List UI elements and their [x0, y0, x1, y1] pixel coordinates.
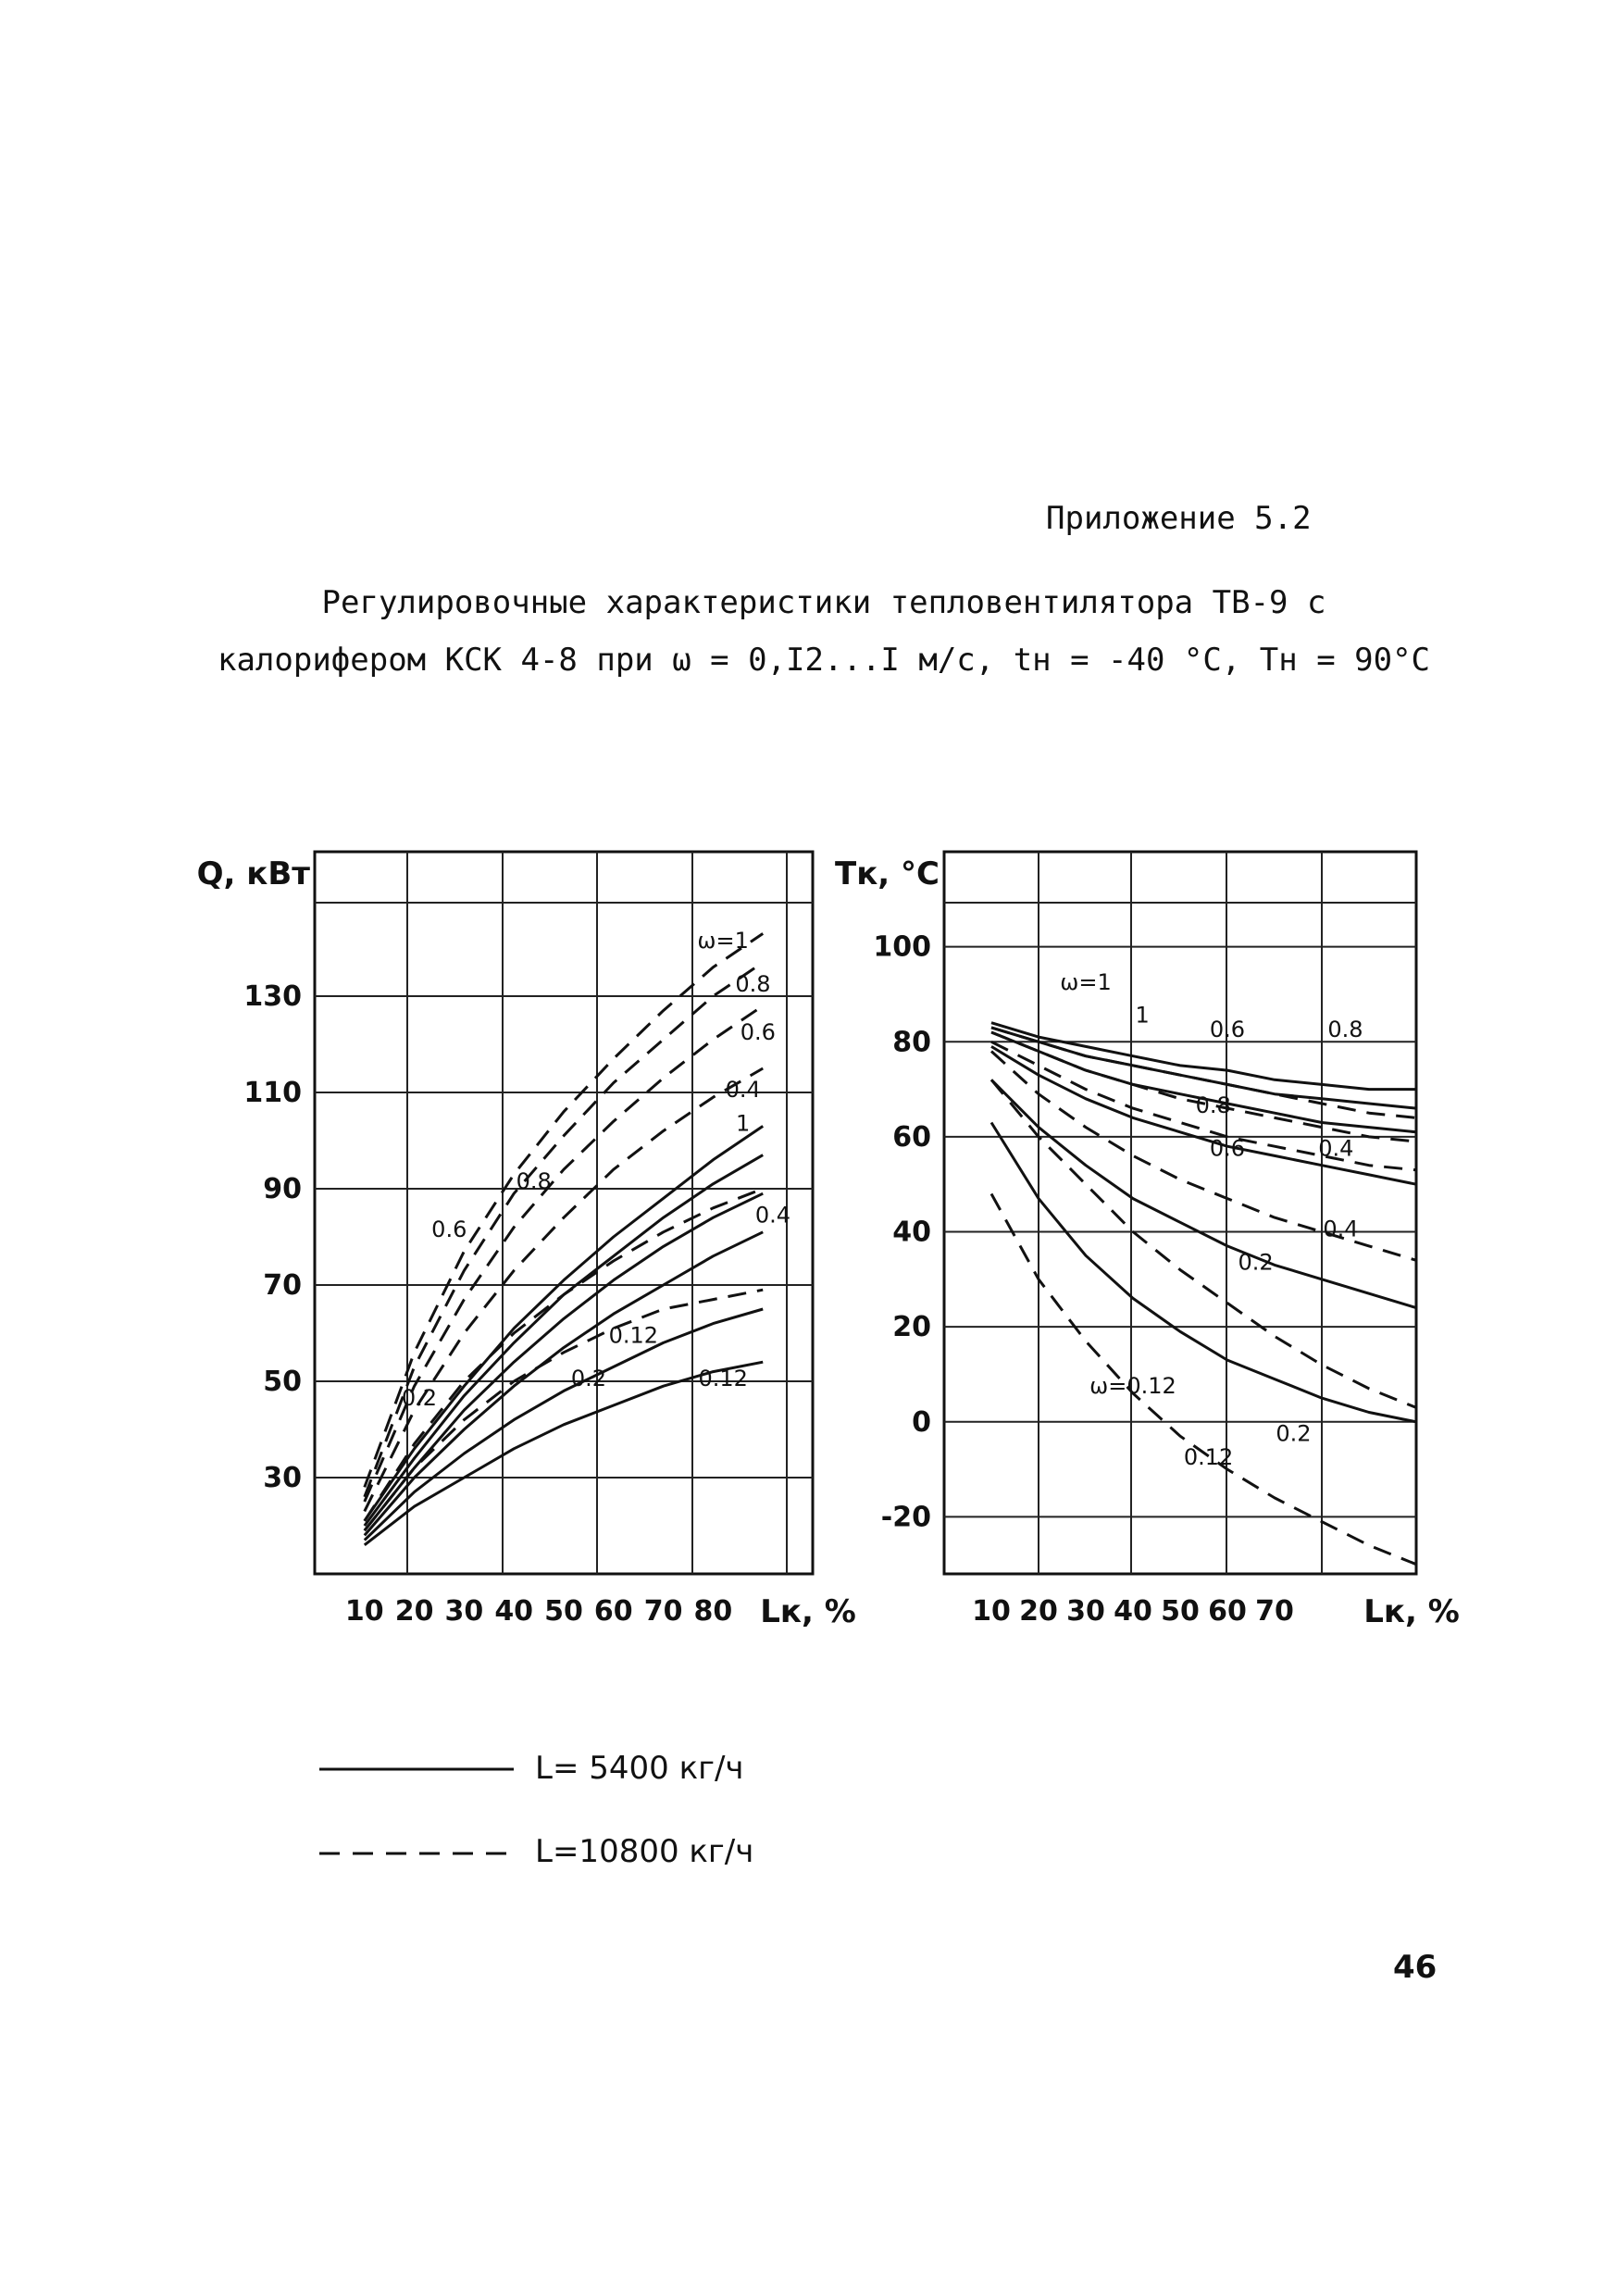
temp-series-solid-0_12 [991, 1123, 1416, 1422]
temp-curve-label: 0.6 [1209, 1017, 1246, 1043]
title-line-2: калорифером КСК 4-8 при ω = 0,I2...I м/с, tн = -40 °C, Tн = 90°C [217, 642, 1431, 679]
temp-curve-label: 0.2 [1238, 1249, 1274, 1276]
heat-ytick-label: 70 [263, 1269, 302, 1302]
heat-curve-label: 0.8 [735, 970, 771, 997]
temp-curve-label: 0.12 [1183, 1443, 1234, 1470]
temp-y-axis-label: Tк, °C [835, 855, 940, 892]
temp-curve-label: 0.4 [1318, 1135, 1354, 1162]
heat-series-solid-0_6 [365, 1193, 763, 1530]
legend [319, 1769, 518, 1853]
heat-curve-label: 0.2 [570, 1366, 606, 1392]
heat-curve-label: 0.4 [754, 1202, 791, 1229]
heat-series-solid-1 [365, 1126, 763, 1520]
title-line-1: Регулировочные характеристики тепловентилятора ТВ-9 с [321, 584, 1326, 621]
heat-curve-label: 1 [736, 1110, 751, 1137]
heat-ytick-label: 50 [263, 1366, 302, 1398]
heat-curve-label: 0.4 [725, 1077, 761, 1104]
heat-ytick-label: 110 [243, 1077, 302, 1109]
temp-ytick-label: 0 [912, 1405, 931, 1439]
heat-output-chart [197, 852, 856, 1630]
heat-ytick-label: 130 [243, 980, 302, 1013]
heat-ytick-label: 90 [263, 1173, 302, 1205]
temp-xtick-label: 60 [1208, 1595, 1247, 1628]
temp-ytick-label: -20 [880, 1501, 931, 1534]
temp-ytick-label: 60 [892, 1120, 931, 1154]
heat-series-dashed-0_8 [365, 963, 763, 1497]
heat-y-axis-label: Q, кВт [196, 855, 310, 892]
temp-ytick-label: 40 [892, 1216, 931, 1249]
temp-xtick-label: 70 [1255, 1595, 1294, 1628]
temp-curve-label: ω=1 [1060, 968, 1112, 995]
temp-curve-label: 0.6 [1209, 1135, 1246, 1162]
temp-x-axis-label: Lк, % [1363, 1593, 1460, 1630]
outlet-temperature-chart [835, 852, 1460, 1630]
heat-xtick-label: 30 [444, 1595, 484, 1628]
temp-ytick-label: 20 [892, 1311, 931, 1344]
heat-xtick-label: 40 [494, 1595, 534, 1628]
temp-xtick-label: 10 [972, 1595, 1011, 1628]
page-number: 46 [1393, 1949, 1438, 1986]
temp-ytick-label: 100 [873, 930, 931, 964]
temp-ytick-label: 80 [892, 1026, 931, 1059]
temp-xtick-label: 30 [1066, 1595, 1105, 1628]
heat-ytick-label: 30 [263, 1462, 302, 1494]
temp-curve-label: 0.4 [1323, 1216, 1359, 1242]
heat-xtick-label: 20 [394, 1595, 434, 1628]
heat-plot-frame [315, 852, 813, 1574]
temp-xtick-label: 20 [1019, 1595, 1058, 1628]
heat-series-dashed-0_6 [365, 1005, 763, 1502]
heat-curve-label: 0.12 [608, 1322, 659, 1349]
temp-xtick-label: 40 [1114, 1595, 1152, 1628]
heat-xtick-label: 60 [593, 1595, 633, 1628]
temp-curve-label: 0.8 [1195, 1092, 1231, 1119]
appendix-label: Приложение 5.2 [1046, 500, 1312, 537]
heat-xtick-label: 80 [693, 1595, 733, 1628]
heat-curve-label: 0.8 [516, 1168, 552, 1194]
temp-curve-label: 0.2 [1276, 1420, 1312, 1447]
temp-curve-label: 0.8 [1327, 1017, 1363, 1043]
heat-x-axis-label: Lк, % [760, 1593, 856, 1630]
temp-series-dashed-0_12 [991, 1194, 1416, 1565]
temp-xtick-label: 50 [1161, 1595, 1200, 1628]
temp-series-dashed-0_2 [991, 1079, 1416, 1407]
heat-series-dashed-0_2 [365, 1189, 763, 1521]
temp-plot-frame [944, 852, 1416, 1574]
heat-curve-label: 0.6 [740, 1018, 776, 1045]
heat-curve-label: ω=1 [697, 928, 749, 954]
heat-xtick-label: 70 [643, 1595, 683, 1628]
temp-curve-label: ω=0.12 [1089, 1373, 1176, 1399]
heat-curve-label: 0.6 [431, 1217, 467, 1242]
heat-xtick-label: 50 [544, 1595, 583, 1628]
heat-xtick-label: 10 [344, 1595, 384, 1628]
temp-curve-label: 1 [1135, 1002, 1150, 1029]
heat-series-solid-0_8 [365, 1155, 763, 1526]
legend-solid-label: L= 5400 кг/ч [535, 1750, 744, 1787]
heat-curve-label: 0.2 [401, 1385, 438, 1411]
heat-curve-label: 0.12 [698, 1366, 748, 1392]
legend-dashed-label: L=10800 кг/ч [535, 1833, 754, 1870]
